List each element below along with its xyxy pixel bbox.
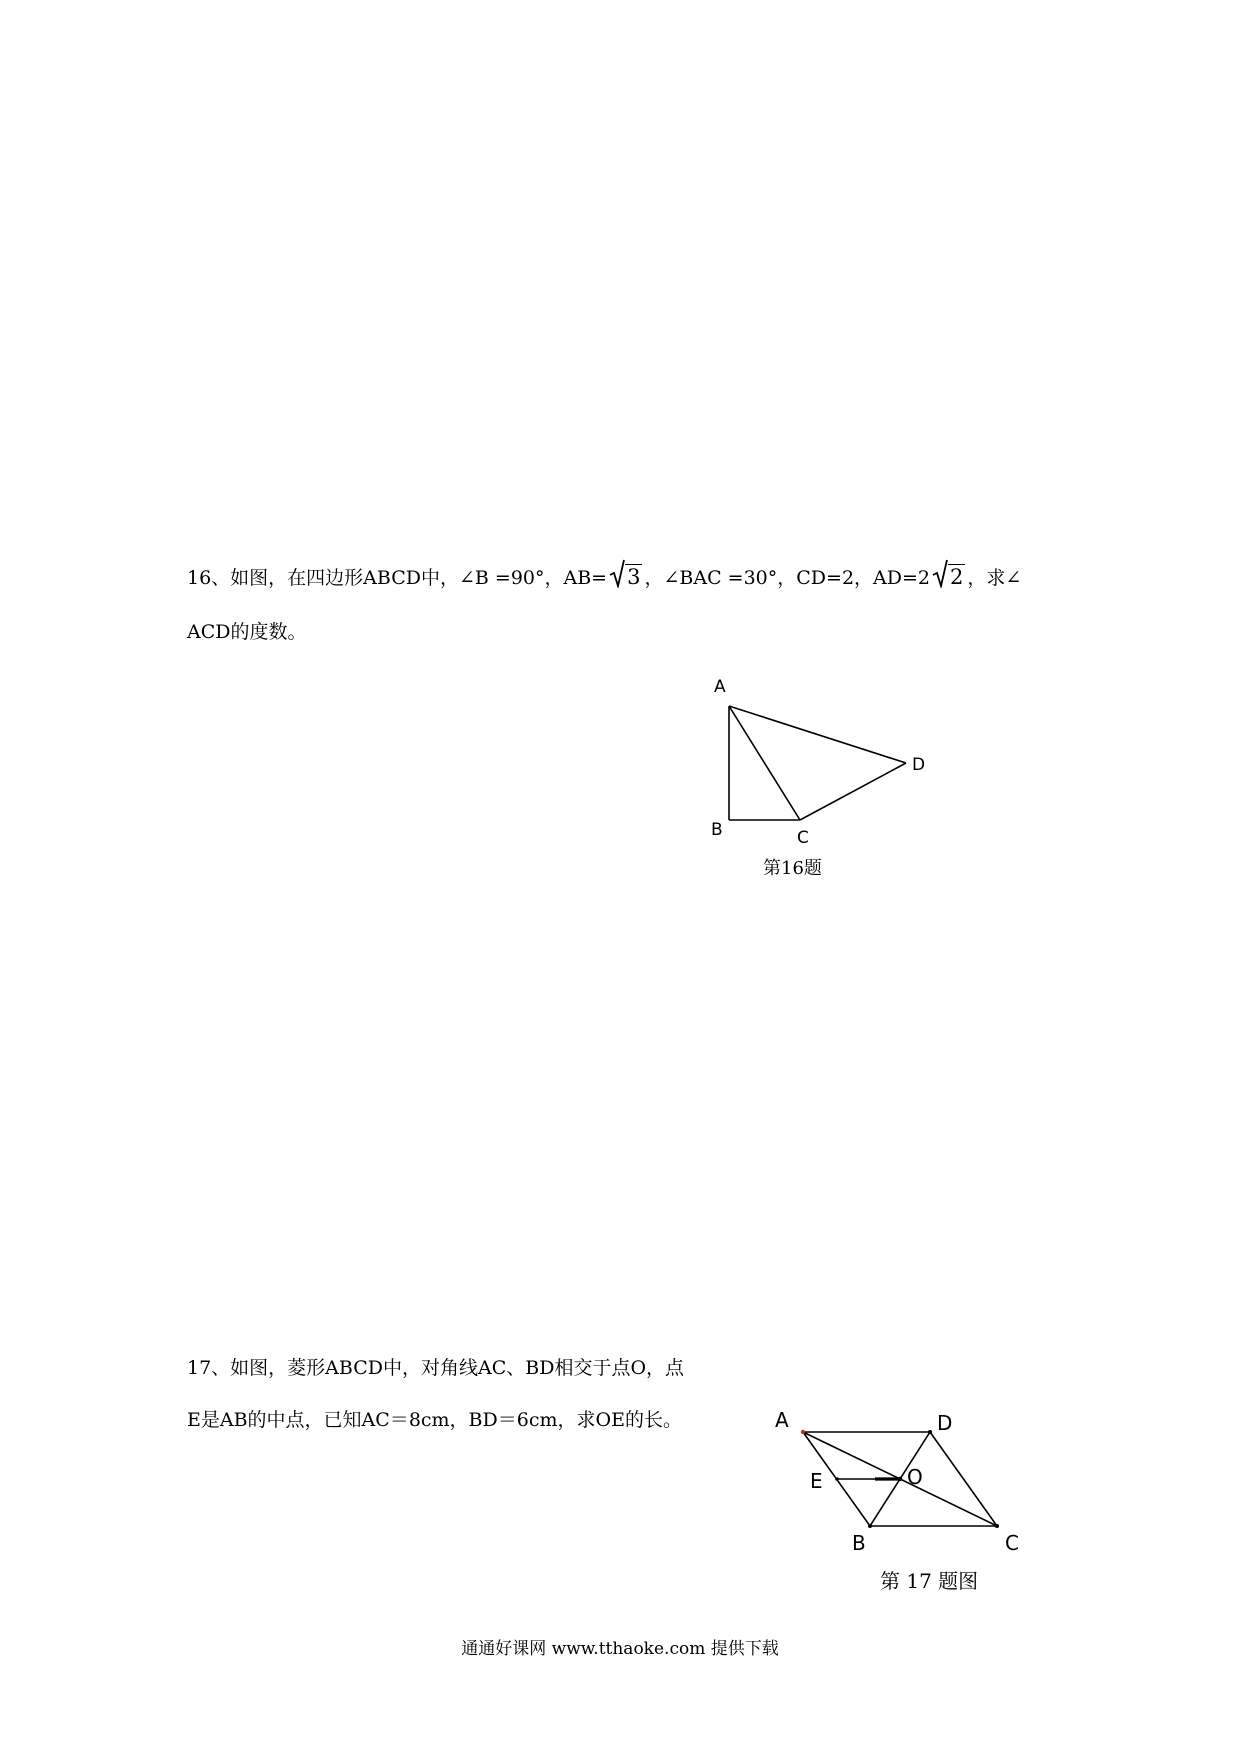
edge-ad — [729, 706, 906, 763]
label-a: A — [714, 677, 726, 697]
q17-diagram — [770, 1405, 1040, 1585]
q17-figure — [770, 1405, 1040, 1585]
sqrt-ab — [609, 564, 642, 591]
label-b: B — [852, 1531, 866, 1555]
label-b: B — [711, 820, 723, 840]
label-c: C — [1005, 1531, 1019, 1555]
label-c: C — [797, 828, 809, 848]
label-o: O — [907, 1465, 923, 1489]
q16-text-c: ，求∠ — [967, 567, 1022, 589]
q17-line1: 17、如图，菱形ABCD中，对角线AC、BD相交于点O，点 — [187, 1357, 685, 1379]
edge-ac — [729, 706, 800, 820]
sqrt-ab-value: 3 — [627, 565, 641, 589]
edge-cd — [800, 763, 906, 820]
q16-diagram — [700, 670, 940, 870]
label-a: A — [775, 1408, 789, 1432]
side-dc — [930, 1432, 997, 1526]
q16-text-b: ，∠BAC =30°，CD=2，AD=2 — [644, 567, 931, 589]
footer-source: 通通好课网 www.tthaoke.com 提供下载 — [461, 1639, 779, 1659]
label-e: E — [810, 1469, 823, 1493]
q16-line1 — [187, 564, 1021, 591]
q16-text-a: 16、如图，在四边形ABCD中，∠B =90°，AB= — [187, 567, 608, 589]
label-d: D — [937, 1411, 953, 1435]
q16-line2: ACD的度数。 — [187, 621, 307, 643]
sqrt-ad — [932, 564, 965, 591]
sqrt-ad-value: 2 — [950, 565, 964, 589]
q16-caption: 第16题 — [763, 858, 822, 879]
q17-line2: E是AB的中点，已知AC＝8cm，BD＝6cm，求OE的长。 — [187, 1409, 682, 1431]
label-d: D — [912, 755, 926, 775]
q17-caption: 第 17 题图 — [880, 1569, 979, 1593]
q16-figure — [700, 670, 940, 870]
